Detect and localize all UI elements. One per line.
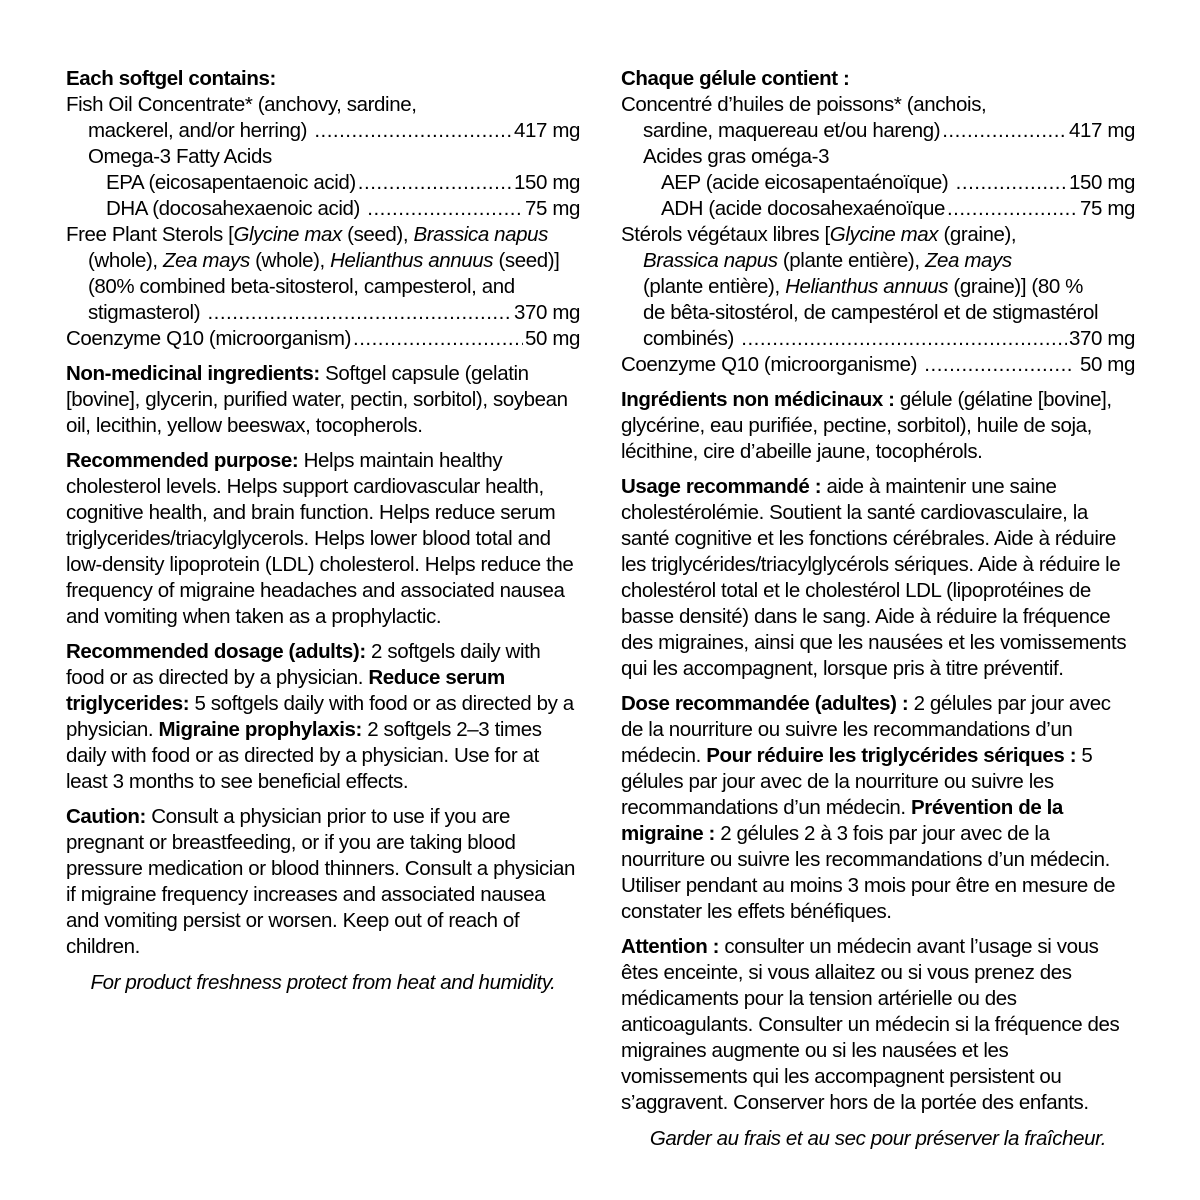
- ingredient-name: [88, 300, 205, 326]
- text-segment: de bêta-sitostérol, de campestérol et de stigmastérol: [643, 301, 1099, 324]
- ingredient-line: [66, 66, 580, 92]
- text-segment: (seed)]: [493, 249, 560, 272]
- dot-leader: [367, 196, 523, 222]
- italic-text-segment: For product freshness protect from heat and humidity.: [90, 971, 556, 994]
- bold-text-segment: Usage recommandé :: [621, 475, 822, 498]
- amount-value: 75 mg: [1080, 197, 1135, 220]
- label-paragraph: [66, 361, 580, 439]
- text-segment: 5 gélules par jour avec de la nourriture ou suivre les recommandations d’un médecin.: [621, 744, 1093, 819]
- text-segment: ADH (acide docosahexaénoïque: [661, 197, 945, 220]
- bold-text-segment: Recommended dosage (adults):: [66, 640, 366, 663]
- text-segment: Acides gras oméga-3: [643, 145, 830, 168]
- dot-leader: [956, 170, 1067, 196]
- label-paragraph: [621, 474, 1135, 682]
- text-segment: (plante entière),: [643, 275, 786, 298]
- dot-leader: [314, 118, 512, 144]
- ingredient-line: [66, 300, 580, 326]
- ingredient-line: [66, 222, 580, 248]
- italic-text-segment: Glycine max: [233, 223, 342, 246]
- french-column: [621, 66, 1135, 1152]
- label-paragraph: [621, 691, 1135, 925]
- text-segment: combinés): [643, 327, 740, 350]
- bold-text-segment: Chaque gélule contient :: [621, 67, 850, 90]
- ingredient-name: [106, 170, 356, 196]
- ingredient-name: [66, 66, 276, 92]
- italic-text-segment: Brassica napus: [413, 223, 549, 246]
- bold-text-segment: Pour réduire les triglycérides sériques :: [706, 744, 1077, 767]
- ingredient-line: [66, 196, 580, 222]
- italic-text-segment: Garder au frais et au sec pour préserver la fraîcheur.: [649, 1127, 1107, 1150]
- italic-text-segment: Helianthus annuus: [330, 249, 494, 272]
- text-segment: Omega-3 Fatty Acids: [88, 145, 272, 168]
- text-segment: 2 gélules par jour avec de la nourriture ou suivre les recommandations d’un médecin.: [621, 692, 1111, 767]
- text-segment: (seed),: [341, 223, 414, 246]
- ingredient-line: [66, 118, 580, 144]
- text-segment: Stérols végétaux libres [: [621, 223, 830, 246]
- text-segment: stigmasterol): [88, 301, 206, 324]
- label-paragraph: [66, 639, 580, 795]
- text-segment: 2 softgels 2–3 times daily with food or as directed by a physician. Use for at least 3 months to see beneficial effects.: [66, 718, 542, 793]
- bold-text-segment: Prévention de la migraine :: [621, 796, 1063, 845]
- bold-text-segment: Migraine prophylaxis:: [158, 718, 362, 741]
- ingredient-line: [66, 170, 580, 196]
- text-segment: Free Plant Sterols [: [66, 223, 234, 246]
- ingredient-name: [88, 118, 312, 144]
- bold-text-segment: Dose recommandée (adultes) :: [621, 692, 909, 715]
- ingredient-name: [621, 66, 849, 92]
- ingredient-name: [88, 144, 272, 170]
- bold-text-segment: Recommended purpose:: [66, 449, 299, 472]
- text-segment: Coenzyme Q10 (microorganism): [66, 327, 351, 350]
- text-segment: Consult a physician prior to use if you are pregnant or breastfeeding, or if you are taking blood pressure medication or blood thinners. Consult a physician if migraine frequency increases and associated nausea and vomiting persist or worsen. Keep out of reach of children.: [66, 805, 575, 958]
- bold-text-segment: Non-medicinal ingredients:: [66, 362, 320, 385]
- ingredient-line: [621, 274, 1135, 300]
- text-segment: mackerel, and/or herring): [88, 119, 313, 142]
- italic-text-segment: Helianthus annuus: [785, 275, 949, 298]
- ingredient-name: [643, 118, 940, 144]
- ingredient-line: [621, 196, 1135, 222]
- label-paragraph: [621, 934, 1135, 1116]
- ingredient-line: [66, 248, 580, 274]
- ingredient-name: [643, 326, 739, 352]
- italic-text-segment: Glycine max: [829, 223, 939, 246]
- ingredient-name: [643, 248, 1012, 274]
- ingredient-name: [621, 222, 1016, 248]
- ingredient-line: [66, 274, 580, 300]
- ingredient-name: [661, 170, 954, 196]
- storage-note: [66, 970, 580, 996]
- text-segment: 2 softgels daily with food or as directed by a physician.: [66, 640, 541, 689]
- amount-value: 50 mg: [1074, 353, 1135, 376]
- bold-text-segment: Reduce serum triglycerides:: [66, 666, 505, 715]
- ingredient-line: [621, 222, 1135, 248]
- amount-value: 370 mg: [1069, 327, 1135, 350]
- ingredient-list: [66, 66, 580, 352]
- text-segment: (80% combined beta-sitosterol, campesterol, and: [88, 275, 515, 298]
- italic-text-segment: Brassica napus: [643, 249, 778, 272]
- text-segment: Helps maintain healthy cholesterol levels. Helps support cardiovascular health, cognitive health, and brain function. Helps reduce serum triglycerides/triacylglycerols. Helps lower blood total and low-density lipoprotein (LDL) cholesterol. Helps reduce the frequency of migraine headaches and associated nausea and vomiting when taken as a prophylactic.: [66, 449, 574, 628]
- italic-text-segment: Zea mays: [163, 249, 250, 272]
- label-paragraph: [66, 804, 580, 960]
- text-segment: AEP (acide eicosapentaénoïque): [661, 171, 954, 194]
- text-segment: aide à maintenir une saine cholestérolémie. Soutient la santé cardiovasculaire, la santé cognitive et les fonctions cérébrales. Aide à réduire les triglycérides/triacylglycérols sériques. Aide à réduire le cholestérol total et le cholestérol LDL (lipoprotéines de basse densité) dans le sang. Aide à réduire la fréquence des migraines, ainsi que les nausées et les vomissements qui les accompagnent, lorsque pris à titre préventif.: [621, 475, 1127, 680]
- dot-leader: [942, 118, 1067, 144]
- text-segment: Softgel capsule (gelatin [bovine], glycerin, purified water, pectin, sorbitol), soybean oil, lecithin, yellow beeswax, tocopherols.: [66, 362, 568, 437]
- ingredient-name: [643, 300, 1098, 326]
- ingredient-name: [66, 222, 548, 248]
- amount-value: 150 mg: [1069, 171, 1135, 194]
- text-segment: gélule (gélatine [bovine], glycérine, eau purifiée, pectine, sorbitol), huile de soja, lécithine, cire d’abeille jaune, tocophérols.: [621, 388, 1112, 463]
- ingredient-line: [621, 326, 1135, 352]
- ingredient-line: [621, 352, 1135, 378]
- dot-leader: [353, 326, 523, 352]
- text-segment: sardine, maquereau et/ou hareng): [643, 119, 941, 142]
- text-segment: (graine),: [938, 223, 1017, 246]
- ingredient-name: [661, 196, 945, 222]
- amount-value: 417 mg: [514, 119, 580, 142]
- text-segment: consulter un médecin avant l’usage si vous êtes enceinte, si vous allaitez ou si vous prenez des médicaments pour la tension artérielle ou des anticoagulants. Consulter un médecin si la fréquence des migraines augmente ou si les nausées et les vomissements qui les accompagnent persistent ou s’aggravent. Conserver hors de la portée des enfants.: [621, 935, 1120, 1114]
- text-segment: (plante entière),: [777, 249, 925, 272]
- ingredient-name: [66, 92, 417, 118]
- label-paragraph: [621, 387, 1135, 465]
- amount-value: 150 mg: [514, 171, 580, 194]
- ingredient-name: [643, 274, 1083, 300]
- bold-text-segment: Attention :: [621, 935, 720, 958]
- amount-value: 75 mg: [525, 197, 580, 220]
- dot-leader: [741, 326, 1067, 352]
- english-column: [66, 66, 580, 996]
- ingredient-line: [66, 144, 580, 170]
- ingredient-line: [621, 92, 1135, 118]
- ingredient-name: [621, 92, 986, 118]
- ingredient-name: [66, 326, 351, 352]
- text-segment: 5 softgels daily with food or as directed by a physician.: [66, 692, 574, 741]
- ingredient-line: [621, 300, 1135, 326]
- ingredient-name: [621, 352, 922, 378]
- text-segment: (whole),: [249, 249, 331, 272]
- text-segment: Coenzyme Q10 (microorganisme): [621, 353, 923, 376]
- text-segment: (whole),: [88, 249, 164, 272]
- ingredient-name: [643, 144, 829, 170]
- label-paragraph: [66, 448, 580, 630]
- ingredient-line: [66, 326, 580, 352]
- italic-text-segment: Zea mays: [924, 249, 1012, 272]
- ingredient-list: [621, 66, 1135, 378]
- ingredient-line: [621, 248, 1135, 274]
- amount-value: 417 mg: [1069, 119, 1135, 142]
- text-segment: (graine)] (80 %: [948, 275, 1083, 298]
- storage-note: [621, 1126, 1135, 1152]
- ingredient-name: [106, 196, 365, 222]
- bold-text-segment: Each softgel contains:: [66, 67, 276, 90]
- ingredient-name: [88, 274, 515, 300]
- ingredient-line: [621, 118, 1135, 144]
- text-segment: Concentré d’huiles de poissons* (anchois,: [621, 93, 987, 116]
- text-segment: Fish Oil Concentrate* (anchovy, sardine,: [66, 93, 417, 116]
- ingredient-name: [88, 248, 559, 274]
- text-segment: DHA (docosahexaenoic acid): [106, 197, 366, 220]
- dot-leader: [947, 196, 1078, 222]
- text-segment: 2 gélules 2 à 3 fois par jour avec de la nourriture ou suivre les recommandations d’un médecin. Utiliser pendant au moins 3 mois pour être en mesure de constater les effets bénéfiques.: [621, 822, 1116, 923]
- ingredient-line: [621, 66, 1135, 92]
- amount-value: 370 mg: [514, 301, 580, 324]
- ingredient-line: [621, 170, 1135, 196]
- ingredient-line: [621, 144, 1135, 170]
- amount-value: 50 mg: [525, 327, 580, 350]
- bold-text-segment: Caution:: [66, 805, 146, 828]
- ingredient-line: [66, 92, 580, 118]
- dot-leader: [924, 352, 1072, 378]
- dot-leader: [207, 300, 512, 326]
- dot-leader: [358, 170, 512, 196]
- text-segment: EPA (eicosapentaenoic acid): [106, 171, 356, 194]
- bold-text-segment: Ingrédients non médicinaux :: [621, 388, 895, 411]
